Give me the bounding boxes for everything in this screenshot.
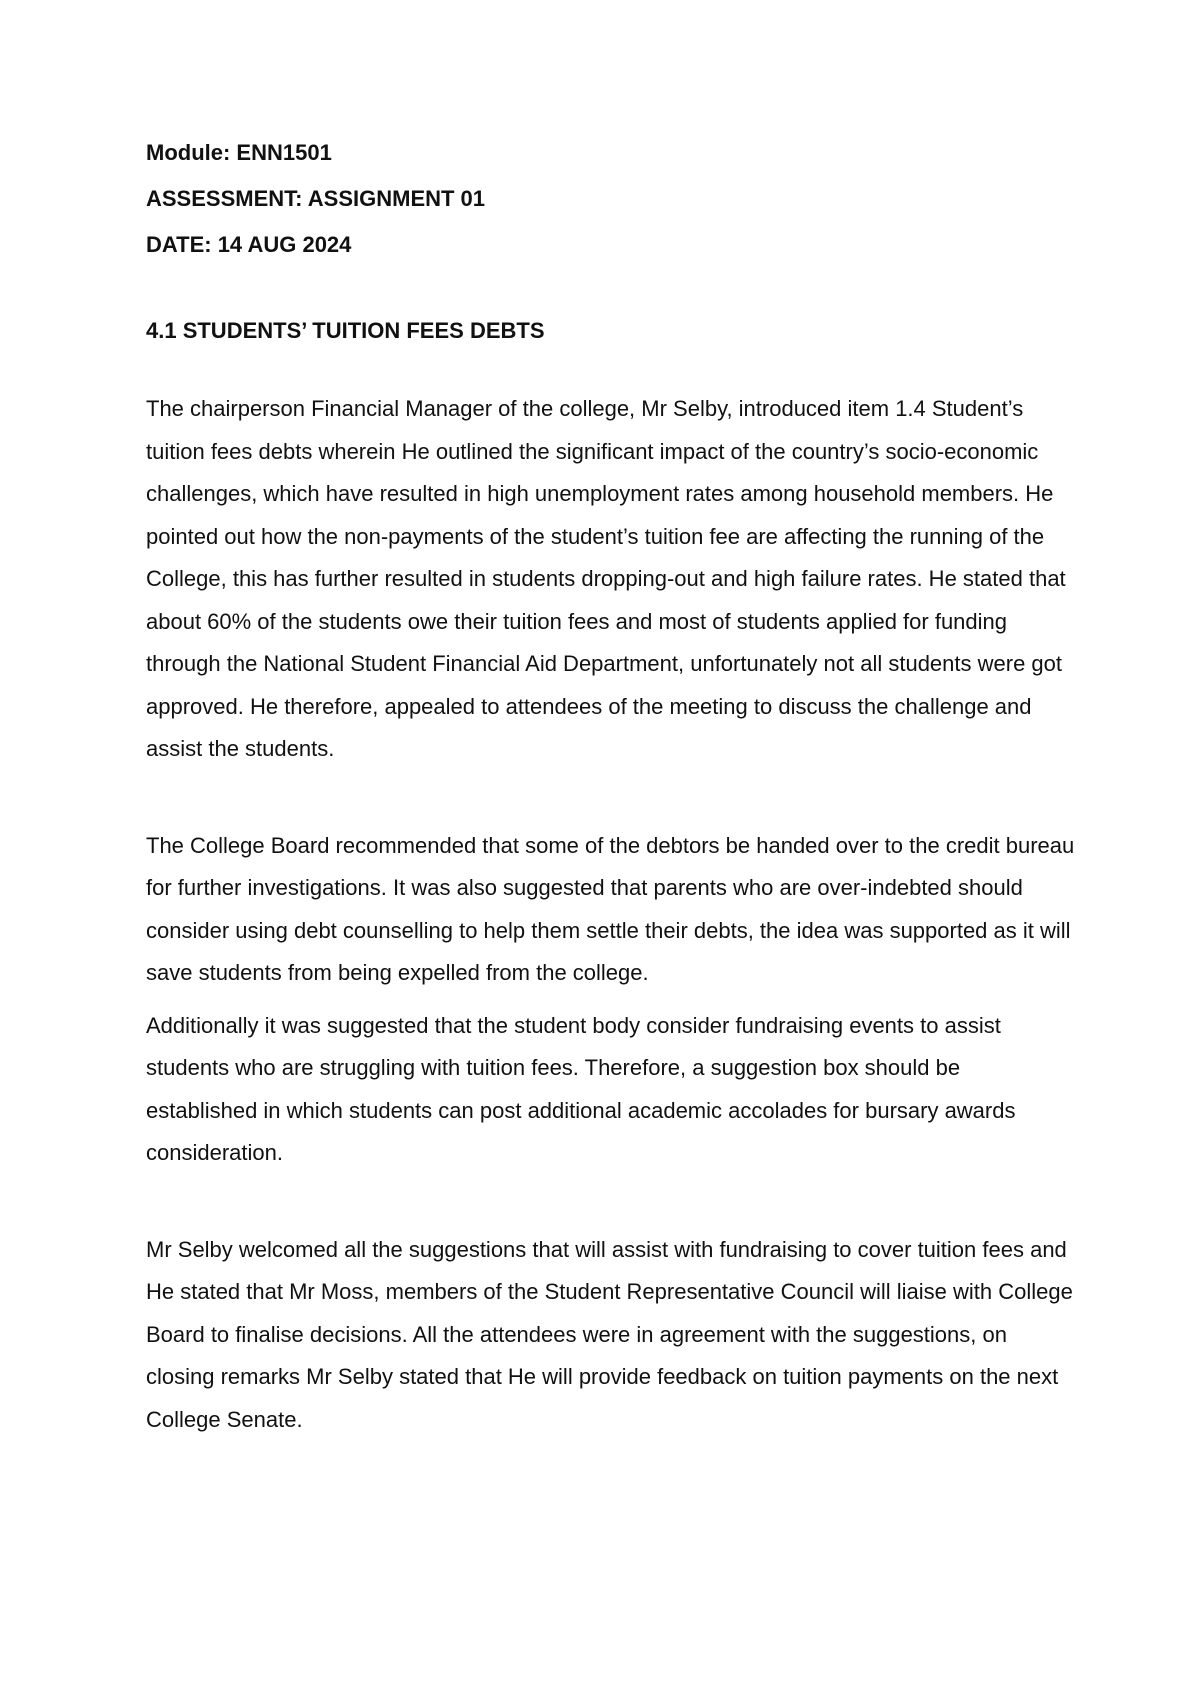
paragraph-introduction: The chairperson Financial Manager of the college, Mr Selby, introduced item 1.4 Student’s tuition fees debts wherein He outlined the significant impact of the country’s socio-economic challenges, which have resulted in high unemployment rates among household members. He pointed out how the non-payments of the student’s tuition fee are affecting the running of the College, this has further resulted in students dropping-out and high failure rates. He stated that about 60% of the students owe their tuition fees and most of students applied for funding through the National Student Financial Aid Department, unfortunately not all students were got approved. He therefore, appealed to attendees of the meeting to discuss the challenge and assist the students.: [146, 396, 1066, 761]
date-line: DATE: 14 AUG 2024: [146, 232, 352, 257]
paragraph-fundraising-suggestion: Additionally it was suggested that the student body consider fundraising events to assist students who are struggling with tuition fees. Therefore, a suggestion box should be established in which students can post additional academic accolades for bursary awards consideration.: [146, 1012, 1016, 1165]
assessment-line: ASSESSMENT: ASSIGNMENT 01: [146, 186, 486, 211]
paragraph-closing-remarks: Mr Selby welcomed all the suggestions that will assist with fundraising to cover tuition fees and He stated that Mr Moss, members of the Student Representative Council will liaise with College Board to finalise decisions. All the attendees were in agreement with the suggestions, on closing remarks Mr Selby stated that He will provide feedback on tuition payments on the next College Senate.: [146, 1236, 1073, 1432]
paragraph-board-recommendation: The College Board recommended that some of the debtors be handed over to the credit bureau for further investigations. It was also suggested that parents who are over-indebted should consider using debt counselling to help them settle their debts, the idea was supported as it will save students from being expelled from the college.: [146, 832, 1075, 985]
section-heading: 4.1 STUDENTS’ TUITION FEES DEBTS: [146, 318, 545, 343]
module-line: Module: ENN1501: [146, 140, 332, 165]
document-page: [146, 130, 1076, 1441]
